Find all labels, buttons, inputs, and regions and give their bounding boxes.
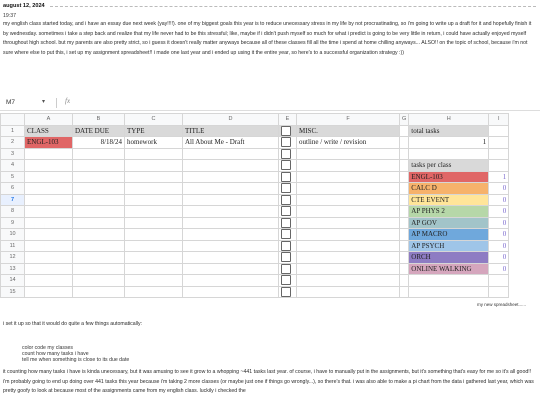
checkbox[interactable]	[281, 206, 291, 216]
cell-count[interactable]: 0	[489, 229, 509, 241]
cell-class[interactable]	[25, 252, 73, 264]
cell-count[interactable]: 0	[489, 252, 509, 264]
cell-misc[interactable]	[297, 263, 400, 275]
cell-date-due[interactable]	[73, 252, 125, 264]
cell-title[interactable]	[183, 275, 279, 287]
cell-misc[interactable]	[297, 171, 400, 183]
cell-type[interactable]	[125, 263, 183, 275]
cell-spacer[interactable]	[400, 263, 409, 275]
table-row	[1, 252, 509, 264]
cell-summary[interactable]: ONLINE WALKING	[409, 263, 489, 275]
checkbox[interactable]	[281, 149, 291, 159]
row-header[interactable]: 14	[1, 275, 25, 287]
cell-done-checkbox[interactable]	[279, 194, 297, 206]
table-row	[1, 275, 509, 287]
table-row	[1, 240, 509, 252]
cell-title[interactable]: All About Me - Draft	[183, 137, 279, 149]
table-row	[1, 148, 509, 160]
cell-count[interactable]: 0	[489, 263, 509, 275]
cell-count[interactable]: 0	[489, 240, 509, 252]
cell-type[interactable]	[125, 229, 183, 241]
row-header[interactable]: 5	[1, 171, 25, 183]
cell-spacer[interactable]	[400, 240, 409, 252]
cell-done-checkbox[interactable]	[279, 240, 297, 252]
cell-type[interactable]	[125, 160, 183, 172]
cell-summary[interactable]	[409, 148, 489, 160]
col-header-d[interactable]: D	[183, 114, 279, 126]
cell-title[interactable]	[183, 206, 279, 218]
cell-done-checkbox[interactable]	[279, 217, 297, 229]
cell-summary[interactable]	[409, 275, 489, 287]
cell-date-due[interactable]	[73, 275, 125, 287]
col-header-b[interactable]: B	[73, 114, 125, 126]
cell-done-checkbox[interactable]	[279, 148, 297, 160]
sheet-caption: my new spreadsheet......	[477, 302, 527, 307]
cell-date-due[interactable]	[73, 206, 125, 218]
checkbox[interactable]	[281, 160, 291, 170]
checkbox[interactable]	[281, 126, 291, 136]
checkbox[interactable]	[281, 172, 291, 182]
divider	[56, 98, 57, 108]
date-divider	[50, 6, 536, 7]
cell-type[interactable]	[125, 194, 183, 206]
cell-spacer[interactable]	[400, 217, 409, 229]
list-item: color code my classes	[22, 345, 74, 351]
cell-title[interactable]	[183, 263, 279, 275]
row-header[interactable]: 10	[1, 229, 25, 241]
checkbox[interactable]	[281, 275, 291, 285]
cell-count[interactable]: 0	[489, 217, 509, 229]
post-paragraph-3: it counting how many tasks i have is kinda unecessary, but it was amusing to see it grow to a whopping ~441 tasks last year. of course, i have to manually put in the assignments, but it's something that's easy for me so it's all good!! i'm probably going to end up doing over 441 tasks this year because i'm taking 2 more classes (or maybe just one if things go wrongly...), so there's that. i was also able to make a pi chart from the data i gathered last year, which was pretty goofy to look at because most of the assignments came from my english class. luckily i checked the	[3, 369, 534, 395]
checkbox[interactable]	[281, 264, 291, 274]
cell-spacer[interactable]	[400, 275, 409, 287]
cell-misc[interactable]	[297, 252, 400, 264]
cell-type[interactable]	[125, 275, 183, 287]
checkbox[interactable]	[281, 241, 291, 251]
cell-title[interactable]	[183, 217, 279, 229]
cell-misc[interactable]: outline / write / revision	[297, 137, 400, 149]
cell-summary[interactable]: total tasks	[409, 125, 489, 137]
formula-bar-border	[0, 110, 540, 111]
post-paragraph-2: i set it up so that it would do quite a few things automatically:	[3, 321, 142, 327]
table-row	[1, 217, 509, 229]
cell-class[interactable]	[25, 229, 73, 241]
cell-date-due[interactable]: DATE DUE	[73, 125, 125, 137]
cell-date-due[interactable]	[73, 194, 125, 206]
cell-type[interactable]	[125, 148, 183, 160]
name-box[interactable]: M7	[6, 99, 16, 106]
cell-done-checkbox[interactable]	[279, 206, 297, 218]
post-time: 19:37	[3, 13, 16, 19]
table-row	[1, 160, 509, 172]
cell-class[interactable]	[25, 194, 73, 206]
cell-count[interactable]: 1	[489, 171, 509, 183]
cell-type[interactable]	[125, 206, 183, 218]
cell-date-due[interactable]	[73, 160, 125, 172]
cell-count[interactable]	[489, 286, 509, 298]
checkbox[interactable]	[281, 195, 291, 205]
cell-summary[interactable]: AP PHYS 2	[409, 206, 489, 218]
cell-class[interactable]	[25, 148, 73, 160]
cell-summary[interactable]: 1	[409, 137, 489, 149]
cell-class[interactable]	[25, 275, 73, 287]
cell-summary[interactable]: AP GOV	[409, 217, 489, 229]
row-header[interactable]: 4	[1, 160, 25, 172]
cell-spacer[interactable]	[400, 183, 409, 195]
col-header-f[interactable]: F	[297, 114, 400, 126]
table-row	[1, 194, 509, 206]
col-header-e[interactable]: E	[279, 114, 297, 126]
cell-count[interactable]: 0	[489, 194, 509, 206]
table-row	[1, 137, 509, 149]
cell-count[interactable]	[489, 125, 509, 137]
cell-count[interactable]: 0	[489, 206, 509, 218]
cell-done-checkbox[interactable]	[279, 286, 297, 298]
post-paragraph-1: my english class started today, and i have an essay due next week (yay!!!!). one of my biggest goals this year is to reduce unecessary stress in my life by not procrastinating, so i'm going to write up a draft for it and hopefully finish it by wednesday. sometimes i take a step back and realize that my life never had to be this stressful; like, maybe if i didn't push myself so much for what i predict is going to be very little in return, i could have actually enjoyed myself throughout high school. but my parents are also pretty strict, so i guess it doesn't really matter anyways because all of these classes fill all the time i spend at home chilling anyways... ALSO!! on the topic of school, because i'm not sure where else to put this, i set up my assignment spreadsheet!! i made one last year and i ended up using it the entire year, so here's to a successful organization strategy :))	[3, 21, 532, 56]
sheet-grid	[0, 113, 509, 298]
cell-misc[interactable]	[297, 286, 400, 298]
checkbox[interactable]	[281, 287, 291, 297]
cell-misc[interactable]	[297, 229, 400, 241]
cell-class[interactable]	[25, 263, 73, 275]
cell-class[interactable]	[25, 171, 73, 183]
cell-summary[interactable]: tasks per class	[409, 160, 489, 172]
cell-class[interactable]	[25, 183, 73, 195]
cell-date-due[interactable]	[73, 148, 125, 160]
cell-title[interactable]: TITLE	[183, 125, 279, 137]
checkbox[interactable]	[281, 229, 291, 239]
col-header-h[interactable]: H	[409, 114, 489, 126]
cell-spacer[interactable]	[400, 286, 409, 298]
cell-class[interactable]: ENGL-103	[25, 137, 73, 149]
cell-spacer[interactable]	[400, 206, 409, 218]
row-header[interactable]: 3	[1, 148, 25, 160]
cell-title[interactable]	[183, 183, 279, 195]
cell-title[interactable]	[183, 148, 279, 160]
table-row	[1, 286, 509, 298]
post-date: august 12, 2024	[3, 3, 45, 9]
cell-spacer[interactable]	[400, 171, 409, 183]
cell-date-due[interactable]	[73, 240, 125, 252]
cell-misc[interactable]	[297, 217, 400, 229]
cell-date-due[interactable]	[73, 217, 125, 229]
cell-summary[interactable]: CTE EVENT	[409, 194, 489, 206]
cell-date-due[interactable]	[73, 263, 125, 275]
row-header[interactable]: 6	[1, 183, 25, 195]
cell-class[interactable]	[25, 286, 73, 298]
table-row	[1, 263, 509, 275]
cell-date-due[interactable]	[73, 229, 125, 241]
cell-type[interactable]	[125, 183, 183, 195]
cell-done-checkbox[interactable]	[279, 183, 297, 195]
cell-class[interactable]: CLASS	[25, 125, 73, 137]
cell-spacer[interactable]	[400, 252, 409, 264]
cell-date-due[interactable]	[73, 171, 125, 183]
cell-type[interactable]: homework	[125, 137, 183, 149]
cell-count[interactable]	[489, 148, 509, 160]
cell-date-due[interactable]: 8/18/24	[73, 137, 125, 149]
cell-class[interactable]	[25, 160, 73, 172]
row-header[interactable]: 11	[1, 240, 25, 252]
cell-date-due[interactable]	[73, 286, 125, 298]
col-header-g[interactable]: G	[400, 114, 409, 126]
cell-title[interactable]	[183, 160, 279, 172]
cell-title[interactable]	[183, 240, 279, 252]
table-row	[1, 183, 509, 195]
cell-spacer[interactable]	[400, 194, 409, 206]
cell-count[interactable]	[489, 137, 509, 149]
cell-summary[interactable]: AP MACRO	[409, 229, 489, 241]
feature-list	[22, 346, 129, 363]
cell-type[interactable]	[125, 252, 183, 264]
cell-class[interactable]	[25, 206, 73, 218]
cell-misc[interactable]	[297, 206, 400, 218]
list-item: count how many tasks i have	[22, 350, 89, 357]
cell-type[interactable]	[125, 171, 183, 183]
cell-type[interactable]	[125, 217, 183, 229]
cell-date-due[interactable]	[73, 183, 125, 195]
cell-misc[interactable]	[297, 148, 400, 160]
cell-summary[interactable]: AP PSYCH	[409, 240, 489, 252]
cell-misc[interactable]	[297, 275, 400, 287]
formula-icon: fx	[65, 97, 71, 105]
cell-type[interactable]	[125, 240, 183, 252]
cell-type[interactable]	[125, 286, 183, 298]
cell-done-checkbox[interactable]	[279, 275, 297, 287]
row-header[interactable]: 1	[1, 125, 25, 137]
cell-count[interactable]: 0	[489, 183, 509, 195]
col-header-a[interactable]: A	[25, 114, 73, 126]
row-header[interactable]: 2	[1, 137, 25, 149]
row-header[interactable]: 8	[1, 206, 25, 218]
cell-spacer[interactable]	[400, 125, 409, 137]
cell-spacer[interactable]	[400, 160, 409, 172]
checkbox[interactable]	[281, 137, 291, 147]
list-item: tell me when something is close to its due date	[22, 356, 130, 363]
cell-summary[interactable]: ORCH	[409, 252, 489, 264]
cell-title[interactable]	[183, 171, 279, 183]
cell-done-checkbox[interactable]	[279, 229, 297, 241]
cell-done-checkbox[interactable]	[279, 263, 297, 275]
checkbox[interactable]	[281, 183, 291, 193]
cell-misc[interactable]: MISC.	[297, 125, 400, 137]
cell-summary[interactable]: CALC D	[409, 183, 489, 195]
row-header[interactable]: 9	[1, 217, 25, 229]
chevron-down-icon[interactable]: ▾	[42, 99, 46, 105]
cell-done-checkbox[interactable]	[279, 160, 297, 172]
cell-count[interactable]	[489, 275, 509, 287]
cell-title[interactable]	[183, 194, 279, 206]
table-row	[1, 125, 509, 137]
cell-misc[interactable]	[297, 160, 400, 172]
table-row	[1, 229, 509, 241]
cell-summary[interactable]: ENGL-103	[409, 171, 489, 183]
cell-spacer[interactable]	[400, 229, 409, 241]
cell-misc[interactable]	[297, 194, 400, 206]
cell-type[interactable]: TYPE	[125, 125, 183, 137]
checkbox[interactable]	[281, 252, 291, 262]
corner-cell[interactable]	[1, 114, 25, 126]
cell-class[interactable]	[25, 240, 73, 252]
cell-spacer[interactable]	[400, 148, 409, 160]
cell-done-checkbox[interactable]	[279, 252, 297, 264]
table-row	[1, 171, 509, 183]
cell-title[interactable]	[183, 286, 279, 298]
cell-title[interactable]	[183, 229, 279, 241]
cell-spacer[interactable]	[400, 137, 409, 149]
row-header[interactable]: 7	[1, 194, 25, 206]
cell-misc[interactable]	[297, 183, 400, 195]
col-header-i[interactable]: I	[489, 114, 509, 126]
cell-summary[interactable]	[409, 286, 489, 298]
cell-count[interactable]	[489, 160, 509, 172]
row-header[interactable]: 12	[1, 252, 25, 264]
cell-done-checkbox[interactable]	[279, 125, 297, 137]
row-header[interactable]: 13	[1, 263, 25, 275]
col-header-c[interactable]: C	[125, 114, 183, 126]
cell-done-checkbox[interactable]	[279, 171, 297, 183]
cell-misc[interactable]	[297, 240, 400, 252]
row-header[interactable]: 15	[1, 286, 25, 298]
spreadsheet-screenshot	[0, 96, 540, 313]
cell-done-checkbox[interactable]	[279, 137, 297, 149]
checkbox[interactable]	[281, 218, 291, 228]
cell-title[interactable]	[183, 252, 279, 264]
table-row	[1, 206, 509, 218]
cell-class[interactable]	[25, 217, 73, 229]
